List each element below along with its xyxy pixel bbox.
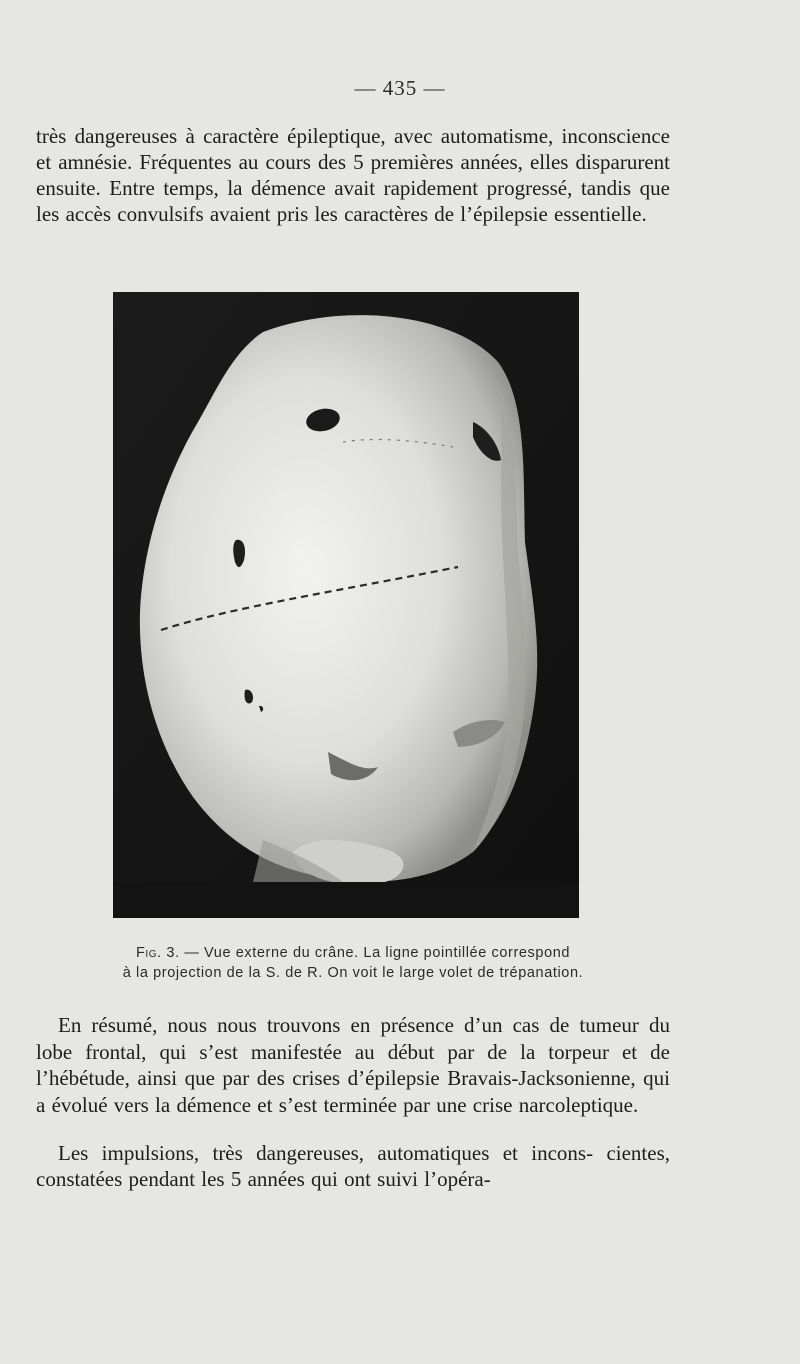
paragraph-top: très dangereuses à caractère épileptique, avec automatisme, inconscience et amnésie. Fréquentes au cours des 5 premières années, elles disparurent ensuite. Entre temps, la démence avait rapidement progressé, tandis que les accès convulsifs avaient pris les caractères de l’épilepsie essentielle. bbox=[36, 124, 670, 226]
figure-caption-line2: à la projection de la S. de R. On voit le large volet de trépanation. bbox=[122, 965, 584, 981]
page-number: — 435 — bbox=[354, 76, 446, 100]
paragraph-last bbox=[36, 1140, 670, 1192]
figure-label: Fig. 3. bbox=[135, 945, 180, 961]
paragraph-last-text: Les impulsions, très dangereuses, automatiques et incons- cientes, constatées pendant les 5 années qui ont suivi l’opéra- bbox=[36, 1141, 670, 1191]
paragraph-resume-text: En résumé, nous nous trouvons en présence d’un cas de tumeur du lobe frontal, qui s’est manifestée au début par de la torpeur et de l’hébétude, ainsi que par des crises d’épilepsie Bravais-Jacksonienne, qui a évolué vers la démence et s’est terminée par une crise narcoleptique. bbox=[36, 1013, 670, 1117]
skull-photograph bbox=[113, 292, 579, 918]
paragraph-resume bbox=[36, 1012, 670, 1118]
figure-caption bbox=[36, 943, 670, 983]
figure-caption-line1 bbox=[36, 943, 670, 963]
figure-caption-text1: — Vue externe du crâne. La ligne pointillée correspond bbox=[179, 945, 571, 961]
